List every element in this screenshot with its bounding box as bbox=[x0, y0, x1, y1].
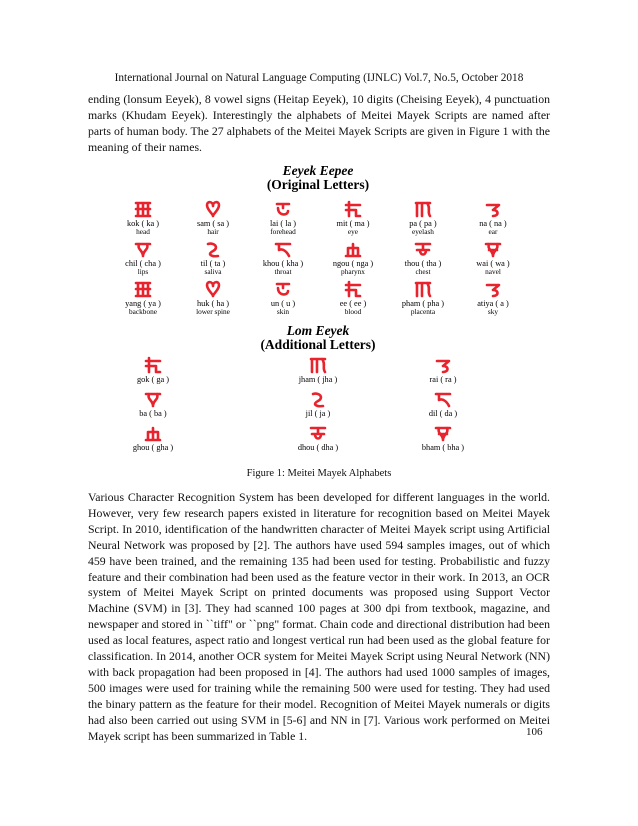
original-letter-khou bbox=[248, 240, 318, 276]
letter-name: pa ( pa ) bbox=[409, 219, 437, 228]
letter-name: ghou ( gha ) bbox=[132, 443, 174, 452]
original-letter-chil bbox=[108, 240, 178, 276]
letter-meaning: eyelash bbox=[412, 227, 434, 236]
figure-caption: Figure 1: Meitei Mayek Alphabets bbox=[246, 468, 392, 479]
letter-name: yang ( ya ) bbox=[125, 299, 161, 308]
original-letter-lai bbox=[248, 200, 318, 236]
letter-meaning: chest bbox=[415, 267, 431, 276]
intro-paragraph: ending (lonsum Eeyek), 8 vowel signs (Heitap Eeyek), 10 digits (Cheising Eeyek), 4 punctuation marks (Khudam Eeyek). Interestingly the alphabets of Meitei Mayek Scripts are named after parts of human body. The 27 alphabets of the Meitei Mayek Scripts are given in Figure 1 with the meaning of their names. bbox=[88, 92, 550, 154]
additional-letter-jil bbox=[283, 390, 353, 418]
letter-meaning: sky bbox=[487, 307, 499, 316]
letter-name: til ( ta ) bbox=[200, 259, 226, 268]
meitei-glyph-khou-icon bbox=[248, 240, 318, 259]
original-letter-pa bbox=[388, 200, 458, 236]
original-letter-ngou bbox=[318, 240, 388, 276]
meitei-glyph-gok-icon bbox=[118, 356, 188, 375]
letter-name: un ( u ) bbox=[270, 299, 296, 308]
letter-name: pham ( pha ) bbox=[401, 299, 445, 308]
meitei-glyph-thou-icon bbox=[388, 240, 458, 259]
letter-meaning: placenta bbox=[410, 307, 436, 316]
letter-name: rai ( ra ) bbox=[429, 375, 457, 384]
additional-letter-jham bbox=[283, 356, 353, 384]
letter-name: bham ( bha ) bbox=[421, 443, 465, 452]
meitei-glyph-jham-icon bbox=[283, 356, 353, 375]
letter-meaning: lower spine bbox=[196, 307, 230, 316]
meitei-glyph-lai-icon bbox=[248, 200, 318, 219]
meitei-glyph-ee-icon bbox=[318, 280, 388, 299]
meitei-glyph-ba-icon bbox=[118, 390, 188, 409]
letter-meaning: blood bbox=[344, 307, 362, 316]
additional-letter-dil bbox=[408, 390, 478, 418]
meitei-glyph-pham-icon bbox=[388, 280, 458, 299]
running-header: International Journal on Natural Language Computing (IJNLC) Vol.7, No.5, October 2018 bbox=[114, 72, 524, 84]
meitei-glyph-sam-icon bbox=[178, 200, 248, 219]
original-letter-huk bbox=[178, 280, 248, 316]
letter-meaning: head bbox=[136, 227, 150, 236]
letter-name: mit ( ma ) bbox=[336, 219, 370, 228]
meitei-glyph-na-icon bbox=[458, 200, 528, 219]
original-letter-wai bbox=[458, 240, 528, 276]
meitei-glyph-wai-icon bbox=[458, 240, 528, 259]
meitei-glyph-un-icon bbox=[248, 280, 318, 299]
meitei-glyph-dil-icon bbox=[408, 390, 478, 409]
original-letter-mit bbox=[318, 200, 388, 236]
original-letter-sam bbox=[178, 200, 248, 236]
original-letter-ee bbox=[318, 280, 388, 316]
additional-letter-rai bbox=[408, 356, 478, 384]
letter-name: na ( na ) bbox=[479, 219, 507, 228]
letter-name: ba ( ba ) bbox=[139, 409, 167, 418]
meitei-glyph-atiya-icon bbox=[458, 280, 528, 299]
letter-name: atiya ( a ) bbox=[477, 299, 509, 308]
original-letter-til bbox=[178, 240, 248, 276]
letter-name: jham ( jha ) bbox=[298, 375, 338, 384]
meitei-glyph-bham-icon bbox=[408, 424, 478, 443]
letter-name: lai ( la ) bbox=[269, 219, 297, 228]
letter-meaning: skin bbox=[276, 307, 290, 316]
letter-name: kok ( ka ) bbox=[126, 219, 160, 228]
additional-letter-gok bbox=[118, 356, 188, 384]
additional-letter-bham bbox=[408, 424, 478, 452]
letter-meaning: pharynx bbox=[341, 267, 365, 276]
additional-letters-subtitle: (Additional Letters) bbox=[260, 337, 376, 352]
additional-letter-ba bbox=[118, 390, 188, 418]
meitei-glyph-kok-icon bbox=[108, 200, 178, 219]
meitei-glyph-huk-icon bbox=[178, 280, 248, 299]
meitei-glyph-chil-icon bbox=[108, 240, 178, 259]
letter-name: huk ( ha ) bbox=[196, 299, 230, 308]
letter-meaning: throat bbox=[274, 267, 292, 276]
figure-meitei-mayek-alphabets bbox=[108, 160, 528, 460]
meitei-glyph-pa-icon bbox=[388, 200, 458, 219]
meitei-glyph-yang-icon bbox=[108, 280, 178, 299]
letter-name: dil ( da ) bbox=[428, 409, 458, 418]
letter-meaning: backbone bbox=[129, 307, 157, 316]
letter-meaning: hair bbox=[207, 227, 219, 236]
letter-name: gok ( ga ) bbox=[136, 375, 170, 384]
original-letter-pham bbox=[388, 280, 458, 316]
meitei-glyph-jil-icon bbox=[283, 390, 353, 409]
page-number: 106 bbox=[526, 726, 543, 738]
letter-name: ngou ( nga ) bbox=[332, 259, 374, 268]
letter-name: wai ( wa ) bbox=[476, 259, 510, 268]
body-paragraph: Various Character Recognition System has been developed for different languages in the world. However, very few research papers existed in literature for recognition based on Meitei Mayek Script. In 2010, identification of the handwritten character of Meitei Mayek script using Artificial Neural Network was proposed by [2]. The authors have used 594 samples images, out of which 459 have been trained, and the remaining 135 had been used for testing. Probabilistic and fuzzy feature and their combination had been used as the feature vector in their work. In 2013, an OCR system of Meitei Mayek Script on printed documents was proposed using Support Vector Machine (SVM) in [3]. They had scanned 100 pages at 300 dpi from textbook, magazine, and newspaper and stored in ``tiff" or ``png" format. Chain code and directional distribution had been used as local features, aspect ratio and longest vertical run had been used as the global feature for classification. In 2014, another OCR system for Meitei Mayek Script using Neural Network (NN) with back propagation had been proposed in [4]. The authors had used 1000 samples of images, 500 images were used for training while the remaining 500 were used for testing. They had used the binary pattern as the feature for their model. Recognition of Meitei Mayek numerals or digits had also been carried out using SVM in [5-6] and NN in [7]. Various work performed on Meitei Mayek script has been summarized in Table 1. bbox=[88, 490, 550, 743]
original-letters-title: Eeyek Eepee bbox=[282, 163, 354, 178]
meitei-glyph-dhou-icon bbox=[283, 424, 353, 443]
letter-name: jil ( ja ) bbox=[305, 409, 331, 418]
letter-meaning: navel bbox=[485, 267, 501, 276]
letter-meaning: saliva bbox=[204, 267, 222, 276]
letter-meaning: ear bbox=[488, 227, 498, 236]
additional-letter-ghou bbox=[118, 424, 188, 452]
meitei-glyph-til-icon bbox=[178, 240, 248, 259]
letter-meaning: lips bbox=[137, 267, 149, 276]
letter-meaning: eye bbox=[347, 227, 359, 236]
original-letters-subtitle: (Original Letters) bbox=[266, 177, 370, 192]
letter-name: ee ( ee ) bbox=[339, 299, 367, 308]
letter-name: sam ( sa ) bbox=[196, 219, 230, 228]
letter-name: chil ( cha ) bbox=[125, 259, 161, 268]
letter-name: dhou ( dha ) bbox=[297, 443, 339, 452]
meitei-glyph-rai-icon bbox=[408, 356, 478, 375]
meitei-glyph-mit-icon bbox=[318, 200, 388, 219]
original-letter-thou bbox=[388, 240, 458, 276]
original-letter-yang bbox=[108, 280, 178, 316]
meitei-glyph-ngou-icon bbox=[318, 240, 388, 259]
original-letter-un bbox=[248, 280, 318, 316]
additional-letter-dhou bbox=[283, 424, 353, 452]
additional-letters-title: Lom Eeyek bbox=[286, 323, 350, 338]
meitei-glyph-ghou-icon bbox=[118, 424, 188, 443]
letter-meaning: forehead bbox=[270, 227, 296, 236]
letter-name: khou ( kha ) bbox=[262, 259, 304, 268]
original-letter-na bbox=[458, 200, 528, 236]
original-letter-kok bbox=[108, 200, 178, 236]
letter-name: thou ( tha ) bbox=[404, 259, 442, 268]
original-letter-atiya bbox=[458, 280, 528, 316]
